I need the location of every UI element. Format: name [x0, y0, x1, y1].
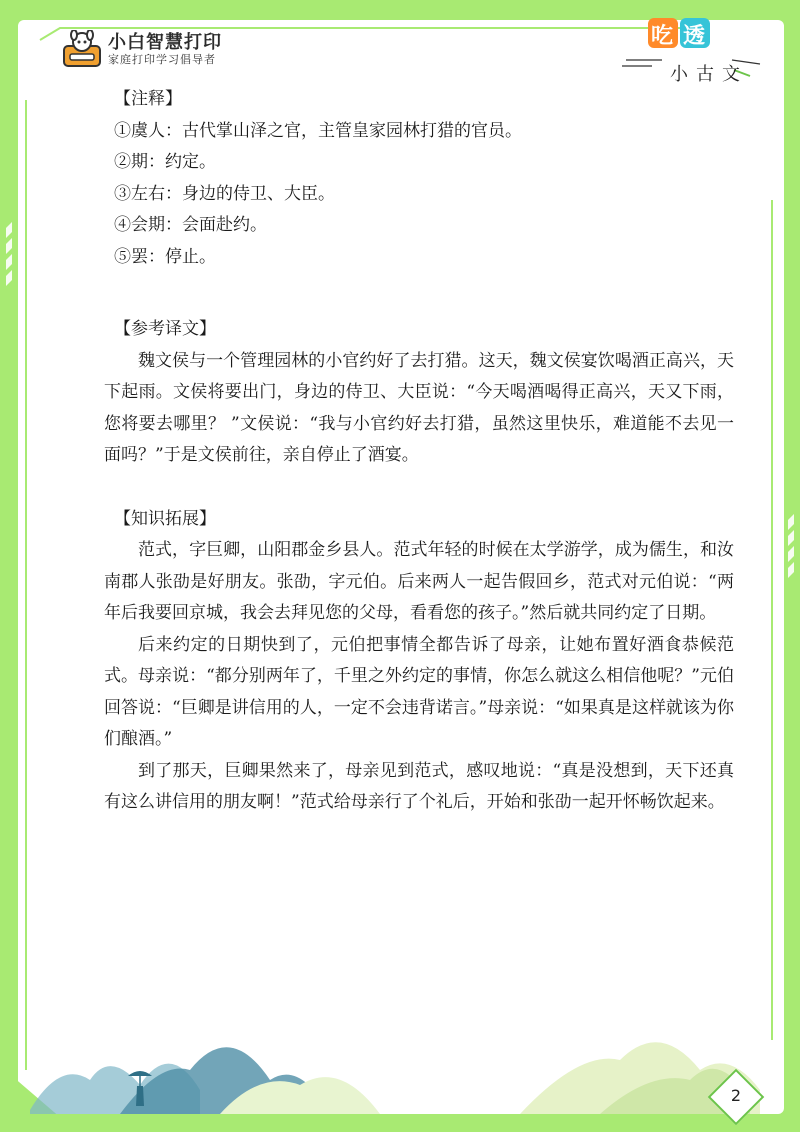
note-item: ④会期：会面赴约。 — [114, 215, 267, 235]
note-item: ①虞人：古代掌山泽之官，主管皇家园林打猎的官员。 — [114, 120, 522, 141]
translation-paragraph: 魏文侯与一个管理园林的小官约好了去打猎。这天，魏文侯宴饮喝酒正高兴，天下起雨。文侯将要出门，身边的侍卫、大臣说：“今天喝酒喝得正高兴，天又下雨，您将要去哪里？ ”文侯说：“我与小官约好去打猎，虽然这里快乐，难道能不去见一面吗？”于是文侯前往，亲自停止了酒宴。 — [104, 350, 734, 465]
brand-name: 小白智慧打印 — [108, 32, 222, 53]
series-char-1: 吃 — [651, 24, 674, 49]
extension-heading: 【知识拓展】 — [114, 508, 216, 529]
series-char-2: 透 — [683, 24, 706, 49]
notes-heading: 【注释】 — [114, 89, 182, 109]
series-subtitle: 小古文 — [670, 64, 748, 85]
page-number: 2 — [730, 1086, 742, 1105]
note-item: ②期：约定。 — [114, 152, 216, 172]
extension-paragraph: 范式，字巨卿，山阳郡金乡县人。范式年轻的时候在太学游学，成为儒生，和汝南郡人张劭是好朋友。张劭，字元伯。后来两人一起告假回乡，范式对元伯说：“两年后我要回京城，我会去拜见您的父母，看看您的孩子。”然后就共同约定了日期。 — [104, 540, 734, 623]
extension-paragraph: 后来约定的日期快到了，元伯把事情全都告诉了母亲，让她布置好酒食恭候范式。母亲说：“都分别两年了，千里之外约定的事情，你怎么就这么相信他呢？”元伯回答说：“巨卿是讲信用的人，一定不会违背诺言。”母亲说：“如果真是这样就该为你们酿酒。” — [104, 634, 734, 749]
note-item: ⑤罢：停止。 — [114, 246, 216, 267]
extension-paragraph: 到了那天，巨卿果然来了，母亲见到范式，感叹地说：“真是没想到，天下还真有这么讲信用的朋友啊！”范式给母亲行了个礼后，开始和张劭一起开怀畅饮起来。 — [104, 760, 734, 812]
translation-heading: 【参考译文】 — [114, 319, 216, 339]
brand-slogan: 家庭打印学习倡导者 — [108, 53, 216, 66]
note-item: ③左右：身边的侍卫、大臣。 — [114, 183, 335, 204]
